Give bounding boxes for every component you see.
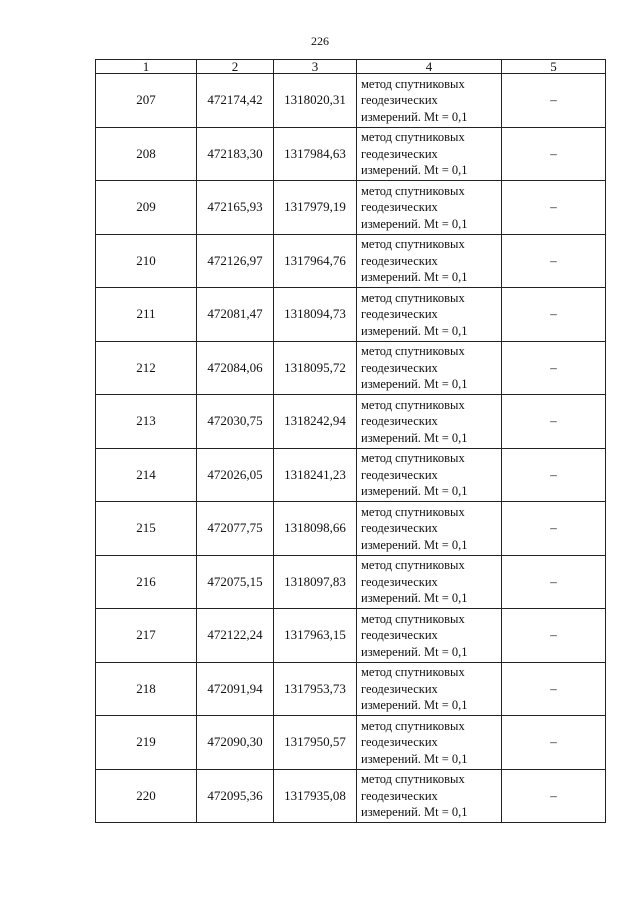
method-text-line: метод спутниковых bbox=[361, 397, 465, 412]
table-row bbox=[96, 395, 606, 449]
method-text-line: геодезических bbox=[361, 93, 438, 107]
x-coordinate-cell: 472026,05 bbox=[197, 448, 274, 502]
table-row bbox=[96, 716, 606, 770]
table-row bbox=[96, 74, 606, 128]
method-text-line: измерений. Mt = 0,1 bbox=[361, 537, 468, 552]
method-text-line: измерений. Mt = 0,1 bbox=[361, 644, 468, 659]
method-cell bbox=[357, 555, 502, 609]
method-text-line: метод спутниковых bbox=[361, 451, 465, 465]
table-row bbox=[96, 181, 606, 235]
method-text-line: геодезических bbox=[361, 360, 438, 375]
x-coordinate-cell: 472183,30 bbox=[197, 127, 274, 181]
note-cell: – bbox=[502, 769, 606, 823]
method-cell bbox=[357, 234, 502, 288]
method-text-line: измерений. Mt = 0,1 bbox=[361, 698, 468, 712]
note-cell: – bbox=[502, 127, 606, 181]
method-text-line: измерений. Mt = 0,1 bbox=[361, 377, 468, 391]
y-coordinate-cell: 1318242,94 bbox=[274, 395, 357, 449]
method-cell bbox=[357, 448, 502, 502]
table-row bbox=[96, 288, 606, 342]
y-coordinate-cell: 1317950,57 bbox=[274, 716, 357, 770]
x-coordinate-cell: 472077,75 bbox=[197, 502, 274, 556]
method-text-line: измерений. Mt = 0,1 bbox=[361, 109, 468, 124]
method-cell bbox=[357, 502, 502, 556]
header-col-4: 4 bbox=[357, 60, 502, 74]
point-number-cell: 212 bbox=[96, 341, 197, 395]
header-col-3: 3 bbox=[274, 60, 357, 74]
point-number-cell: 217 bbox=[96, 609, 197, 663]
y-coordinate-cell: 1318020,31 bbox=[274, 74, 357, 128]
method-text-line: метод спутниковых bbox=[361, 237, 465, 251]
method-text-line: геодезических bbox=[361, 253, 438, 268]
table-row bbox=[96, 769, 606, 823]
x-coordinate-cell: 472030,75 bbox=[197, 395, 274, 449]
x-coordinate-cell: 472174,42 bbox=[197, 74, 274, 128]
method-text-line: измерений. Mt = 0,1 bbox=[361, 484, 468, 498]
method-text-line: геодезических bbox=[361, 628, 438, 642]
method-text-line: измерений. Mt = 0,1 bbox=[361, 323, 468, 338]
method-cell bbox=[357, 662, 502, 716]
method-text-line: измерений. Mt = 0,1 bbox=[361, 163, 468, 177]
note-cell: – bbox=[502, 288, 606, 342]
method-text-line: измерений. Mt = 0,1 bbox=[361, 591, 468, 605]
method-text-line: метод спутниковых bbox=[361, 76, 465, 91]
method-text-line: измерений. Mt = 0,1 bbox=[361, 805, 468, 819]
x-coordinate-cell: 472090,30 bbox=[197, 716, 274, 770]
x-coordinate-cell: 472081,47 bbox=[197, 288, 274, 342]
y-coordinate-cell: 1317984,63 bbox=[274, 127, 357, 181]
point-number-cell: 215 bbox=[96, 502, 197, 556]
table-row bbox=[96, 448, 606, 502]
table-header bbox=[96, 60, 606, 74]
method-cell bbox=[357, 395, 502, 449]
method-cell bbox=[357, 609, 502, 663]
x-coordinate-cell: 472075,15 bbox=[197, 555, 274, 609]
y-coordinate-cell: 1318097,83 bbox=[274, 555, 357, 609]
table-row bbox=[96, 609, 606, 663]
y-coordinate-cell: 1317963,15 bbox=[274, 609, 357, 663]
method-text-line: геодезических bbox=[361, 467, 438, 482]
point-number-cell: 208 bbox=[96, 127, 197, 181]
method-text-line: геодезических bbox=[361, 574, 438, 589]
coordinates-table bbox=[95, 59, 606, 823]
header-row bbox=[96, 60, 606, 74]
method-text-line: геодезических bbox=[361, 735, 438, 749]
point-number-cell: 211 bbox=[96, 288, 197, 342]
x-coordinate-cell: 472095,36 bbox=[197, 769, 274, 823]
note-cell: – bbox=[502, 74, 606, 128]
page-number: 226 bbox=[311, 34, 329, 48]
point-number-cell: 213 bbox=[96, 395, 197, 449]
method-text-line: метод спутниковых bbox=[361, 130, 465, 144]
table-row bbox=[96, 234, 606, 288]
method-text-line: метод спутниковых bbox=[361, 504, 465, 519]
note-cell: – bbox=[502, 716, 606, 770]
y-coordinate-cell: 1317964,76 bbox=[274, 234, 357, 288]
method-cell bbox=[357, 74, 502, 128]
note-cell: – bbox=[502, 662, 606, 716]
method-text-line: геодезических bbox=[361, 146, 438, 161]
x-coordinate-cell: 472084,06 bbox=[197, 341, 274, 395]
y-coordinate-cell: 1318241,23 bbox=[274, 448, 357, 502]
table-row bbox=[96, 127, 606, 181]
y-coordinate-cell: 1318094,73 bbox=[274, 288, 357, 342]
method-text-line: метод спутниковых bbox=[361, 183, 465, 198]
method-cell bbox=[357, 769, 502, 823]
method-text-line: метод спутниковых bbox=[361, 611, 465, 626]
table-row bbox=[96, 662, 606, 716]
point-number-cell: 219 bbox=[96, 716, 197, 770]
method-text-line: геодезических bbox=[361, 521, 438, 535]
note-cell: – bbox=[502, 181, 606, 235]
method-text-line: геодезических bbox=[361, 307, 438, 321]
note-cell: – bbox=[502, 341, 606, 395]
note-cell: – bbox=[502, 395, 606, 449]
method-cell bbox=[357, 341, 502, 395]
method-text-line: метод спутниковых bbox=[361, 558, 465, 572]
header-col-2: 2 bbox=[197, 60, 274, 74]
method-cell bbox=[357, 288, 502, 342]
table-row bbox=[96, 555, 606, 609]
point-number-cell: 216 bbox=[96, 555, 197, 609]
method-text-line: метод спутниковых bbox=[361, 772, 465, 786]
method-text-line: метод спутниковых bbox=[361, 718, 465, 733]
x-coordinate-cell: 472091,94 bbox=[197, 662, 274, 716]
table-body bbox=[96, 74, 606, 823]
method-text-line: измерений. Mt = 0,1 bbox=[361, 216, 468, 231]
note-cell: – bbox=[502, 555, 606, 609]
point-number-cell: 218 bbox=[96, 662, 197, 716]
method-text-line: метод спутниковых bbox=[361, 290, 465, 305]
header-col-5: 5 bbox=[502, 60, 606, 74]
method-text-line: измерений. Mt = 0,1 bbox=[361, 430, 468, 445]
point-number-cell: 207 bbox=[96, 74, 197, 128]
x-coordinate-cell: 472165,93 bbox=[197, 181, 274, 235]
point-number-cell: 214 bbox=[96, 448, 197, 502]
method-cell bbox=[357, 716, 502, 770]
y-coordinate-cell: 1317935,08 bbox=[274, 769, 357, 823]
note-cell: – bbox=[502, 502, 606, 556]
method-text-line: измерений. Mt = 0,1 bbox=[361, 751, 468, 766]
method-text-line: метод спутниковых bbox=[361, 665, 465, 679]
point-number-cell: 220 bbox=[96, 769, 197, 823]
method-text-line: геодезических bbox=[361, 200, 438, 214]
x-coordinate-cell: 472126,97 bbox=[197, 234, 274, 288]
table-row bbox=[96, 502, 606, 556]
method-text-line: измерений. Mt = 0,1 bbox=[361, 270, 468, 284]
y-coordinate-cell: 1318095,72 bbox=[274, 341, 357, 395]
method-cell bbox=[357, 127, 502, 181]
method-text-line: метод спутниковых bbox=[361, 344, 465, 358]
note-cell: – bbox=[502, 609, 606, 663]
method-text-line: геодезических bbox=[361, 788, 438, 803]
y-coordinate-cell: 1318098,66 bbox=[274, 502, 357, 556]
y-coordinate-cell: 1317953,73 bbox=[274, 662, 357, 716]
note-cell: – bbox=[502, 234, 606, 288]
header-col-1: 1 bbox=[96, 60, 197, 74]
x-coordinate-cell: 472122,24 bbox=[197, 609, 274, 663]
method-text-line: геодезических bbox=[361, 681, 438, 696]
method-text-line: геодезических bbox=[361, 414, 438, 428]
y-coordinate-cell: 1317979,19 bbox=[274, 181, 357, 235]
table-row bbox=[96, 341, 606, 395]
note-cell: – bbox=[502, 448, 606, 502]
point-number-cell: 209 bbox=[96, 181, 197, 235]
point-number-cell: 210 bbox=[96, 234, 197, 288]
method-cell bbox=[357, 181, 502, 235]
